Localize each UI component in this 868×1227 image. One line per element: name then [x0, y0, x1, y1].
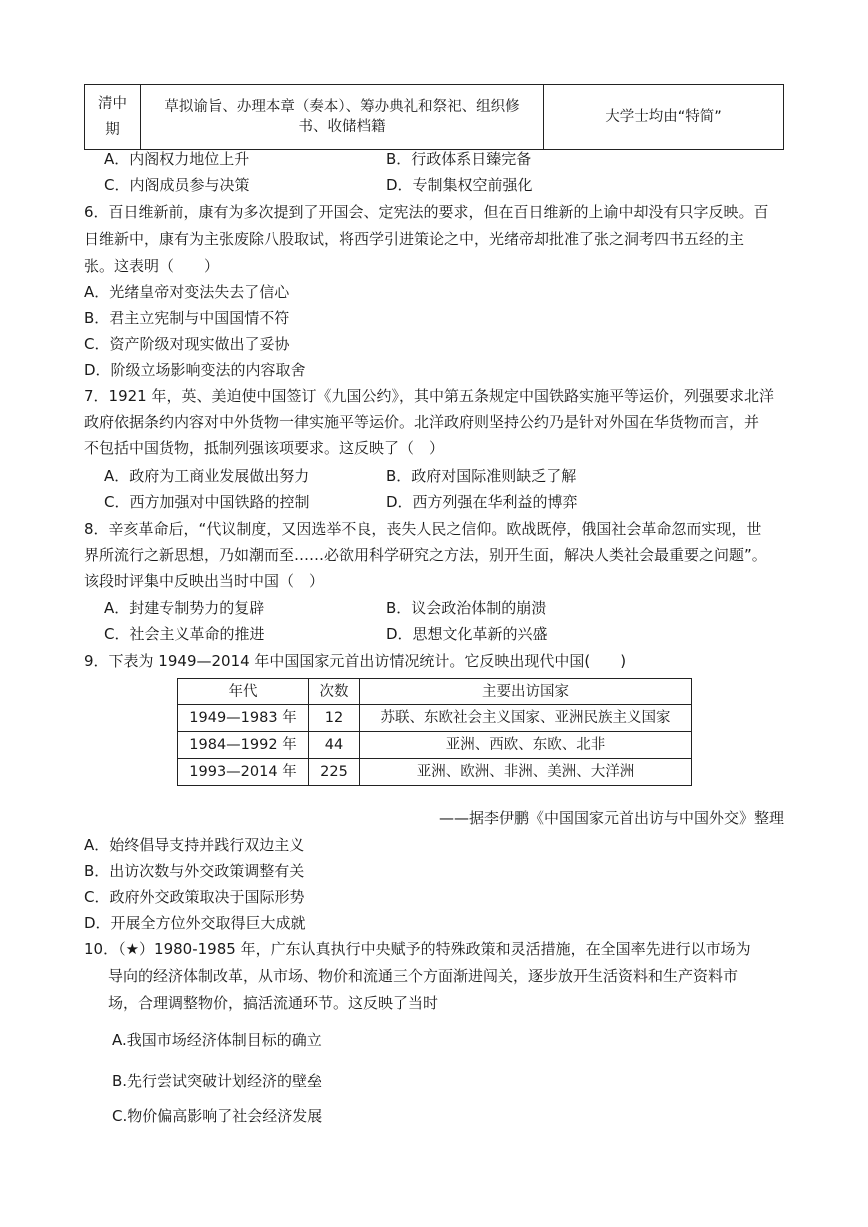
- q6-option-a[interactable]: A．光绪皇帝对变法失去了信心: [84, 283, 290, 301]
- q9-table: [177, 678, 692, 786]
- q9-cell-count: 225: [309, 759, 360, 786]
- table-row: [178, 732, 692, 759]
- selection-cell: 大学士均由“特简”: [544, 85, 784, 150]
- q9-cell-countries: 亚洲、欧洲、非洲、美洲、大洋洲: [360, 759, 692, 786]
- q8-option-d[interactable]: D．思想文化革新的兴盛: [386, 625, 548, 643]
- q10-option-c[interactable]: C.物价偏高影响了社会经济发展: [112, 1107, 323, 1125]
- q7-option-b[interactable]: B．政府对国际准则缺乏了解: [386, 467, 577, 485]
- q9-cell-countries: 亚洲、西欧、东欧、北非: [360, 732, 692, 759]
- q6-stem-line3: 张。这表明（ ）: [84, 257, 220, 275]
- q9-cell-count: 44: [309, 732, 360, 759]
- q7-option-d[interactable]: D．西方列强在华利益的博弈: [386, 493, 578, 511]
- q10-option-b[interactable]: B.先行尝试突破计划经济的壁垒: [112, 1072, 323, 1090]
- q8-option-c[interactable]: C．社会主义革命的推进: [104, 625, 265, 643]
- q10-stem-line2: 导向的经济体制改革，从市场、物价和流通三个方面渐进闯关，逐步放开生活资料和生产资料市: [108, 967, 739, 985]
- q7-option-c[interactable]: C．西方加强对中国铁路的控制: [104, 493, 310, 511]
- table-row: [178, 705, 692, 732]
- q6-stem-line2: 日维新中，康有为主张废除八股取试，将西学引进策论之中，光绪帝却批准了张之洞考四书五经的主: [84, 230, 745, 248]
- q9-th-period: 年代: [178, 679, 309, 705]
- q9-option-c[interactable]: C．政府外交政策取决于国际形势: [84, 888, 305, 906]
- q9-th-count: 次数: [309, 679, 360, 705]
- duties-cell: [141, 85, 544, 150]
- q10-stem-line1: 10．（★）1980-1985 年，广东认真执行中央赋予的特殊政策和灵活措施，在全国率先进行以市场为: [84, 940, 751, 958]
- q5-option-b[interactable]: B．行政体系日臻完备: [386, 150, 532, 168]
- q9-th-countries: 主要出访国家: [360, 679, 692, 705]
- q9-cell-period: 1993—2014 年: [178, 759, 309, 786]
- q9-option-a[interactable]: A．始终倡导支持并践行双边主义: [84, 836, 305, 854]
- q9-cell-countries: 苏联、东欧社会主义国家、亚洲民族主义国家: [360, 705, 692, 732]
- q6-option-b[interactable]: B．君主立宪制与中国国情不符: [84, 309, 290, 327]
- q9-stem-line1: 9．下表为 1949—2014 年中国国家元首出访情况统计。它反映出现代中国( ): [84, 652, 627, 670]
- q10-option-a[interactable]: A.我国市场经济体制目标的确立: [112, 1031, 322, 1049]
- q6-stem-line1: 6．百日维新前，康有为多次提到了开国会、定宪法的要求，但在百日维新的上谕中却没有只字反映。百: [84, 203, 769, 221]
- q8-option-b[interactable]: B．议会政治体制的崩溃: [386, 599, 547, 617]
- q9-option-b[interactable]: B．出访次数与外交政策调整有关: [84, 862, 305, 880]
- q8-stem-line3: 该段时评集中反映出当时中国（ ）: [84, 572, 325, 590]
- q7-option-a[interactable]: A．政府为工商业发展做出努力: [104, 467, 310, 485]
- q7-stem-line2: 政府依据条约内容对中外货物一律实施平等运价。北洋政府则坚持公约乃是针对外国在华货物而言，并: [84, 413, 760, 431]
- q9-cell-count: 12: [309, 705, 360, 732]
- q5-option-a[interactable]: A．内阁权力地位上升: [104, 150, 250, 168]
- table-row: [178, 759, 692, 786]
- q9-cell-period: 1984—1992 年: [178, 732, 309, 759]
- q6-option-c[interactable]: C．资产阶级对现实做出了妥协: [84, 335, 290, 353]
- q9-table-header-row: [178, 679, 692, 705]
- q5-option-c[interactable]: C．内阁成员参与决策: [104, 176, 250, 194]
- q8-stem-line2: 界所流行之新思想，乃如潮而至……必欲用科学研究之方法，别开生面，解决人类社会最重要之问题”。: [84, 546, 767, 564]
- q8-option-a[interactable]: A．封建专制势力的复辟: [104, 599, 265, 617]
- period-cell: [85, 85, 141, 150]
- q5-option-d[interactable]: D．专制集权空前强化: [386, 176, 533, 194]
- q8-stem-line1: 8．辛亥革命后，“代议制度，又因选举不良，丧失人民之信仰。欧战既停，俄国社会革命忽而实现，世: [84, 520, 762, 538]
- q7-stem-line1: 7．1921 年，英、美迫使中国签订《九国公约》，其中第五条规定中国铁路实施平等运价，列强要求北洋: [84, 387, 774, 405]
- q7-stem-line3: 不包括中国货物，抵制列强该项要求。这反映了（ ）: [84, 439, 445, 457]
- q10-stem-line3: 场，合理调整物价，搞活流通环节。这反映了当时: [108, 994, 439, 1012]
- duties-line2: 书、收储档籍: [298, 119, 386, 135]
- period-text: 清中期: [98, 96, 127, 138]
- q6-option-d[interactable]: D．阶级立场影响变法的内容取舍: [84, 361, 306, 379]
- q9-cell-period: 1949—1983 年: [178, 705, 309, 732]
- q9-source-citation: ——据李伊鹏《中国国家元首出访与中国外交》整理: [438, 809, 784, 827]
- q9-option-d[interactable]: D．开展全方位外交取得巨大成就: [84, 914, 306, 932]
- duties-line1: 草拟谕旨、办理本章（奏本）、筹办典礼和祭祀、组织修: [164, 99, 520, 115]
- top-table: [84, 84, 784, 150]
